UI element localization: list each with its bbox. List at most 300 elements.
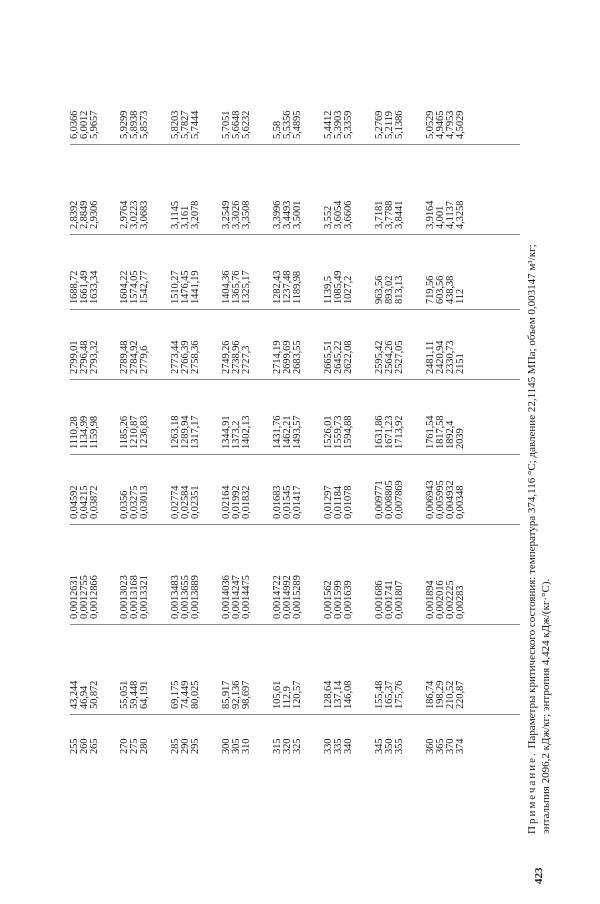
entropy-vapor-column xyxy=(171,59,201,139)
table-cell: 165,37 xyxy=(384,680,395,709)
table-cell: 0,007869 xyxy=(394,480,405,519)
table-cell: 0,0013889 xyxy=(190,575,201,619)
enthalpy-vapor-column xyxy=(171,304,201,374)
note-lead: Примечание. xyxy=(526,751,538,834)
specific-volume-vapor-column xyxy=(375,449,405,519)
table-cell: 146,08 xyxy=(343,680,354,709)
table-cell: 2789,48 xyxy=(119,340,130,374)
table-cell: 5,5356 xyxy=(282,110,293,139)
table-cell: 2793,32 xyxy=(89,340,100,374)
table-cell: 0,0014992 xyxy=(282,575,293,619)
temperature-column xyxy=(222,709,252,754)
table-cell: 5,9657 xyxy=(89,110,100,139)
temperature-column xyxy=(273,709,303,754)
specific-volume-liquid-column xyxy=(273,519,303,619)
enthalpy-vapor-column xyxy=(324,304,354,374)
table-cell: 2758,36 xyxy=(190,340,201,374)
table-cell: 1604,22 xyxy=(119,270,130,304)
table-cell: 1510,27 xyxy=(170,270,181,304)
table-cell: 4,7953 xyxy=(445,110,456,139)
table-cell: 0,0012755 xyxy=(79,575,90,619)
specific-volume-liquid-column xyxy=(120,519,150,619)
table-cell: 3,7788 xyxy=(384,200,395,229)
table-cell: 2420,94 xyxy=(435,340,446,374)
table-cell: 220,87 xyxy=(455,680,466,709)
enthalpy-vapor-column xyxy=(70,304,100,374)
table-cell: 325 xyxy=(292,738,303,754)
table-cell: 0,00283 xyxy=(455,585,466,619)
table-cell: 0,006943 xyxy=(425,480,436,519)
table-cell: 295 xyxy=(190,738,201,754)
entropy-vapor-column xyxy=(70,59,100,139)
table-cell: 5,4895 xyxy=(292,110,303,139)
table-cell: 1139,5 xyxy=(323,276,334,304)
specific-volume-vapor-column xyxy=(273,449,303,519)
pressure-column xyxy=(426,619,466,709)
table-cell: 1373,2 xyxy=(231,420,242,449)
table-cell: 1493,57 xyxy=(292,415,303,449)
table-cell: 5,6648 xyxy=(231,110,242,139)
table-cell: 3,4493 xyxy=(282,200,293,229)
note-line-1: Параметры критического состояния: температура 374,116 °С; давление 22,1145 МПа; объем 0,003147 м³/кг; xyxy=(526,244,538,749)
table-cell: 1892,4 xyxy=(445,420,456,449)
table-cell: 0,04592 xyxy=(69,485,80,519)
row-group xyxy=(324,19,354,754)
table-cell: 1365,76 xyxy=(231,270,242,304)
temperature-column xyxy=(171,709,201,754)
table-cell: 5,8573 xyxy=(139,110,150,139)
table-note xyxy=(525,14,553,834)
heat-of-vaporization-column xyxy=(426,229,466,304)
entropy-vapor-column xyxy=(324,59,354,139)
table-cell: 4,001 xyxy=(435,205,446,229)
table-cell: 2330,73 xyxy=(445,340,456,374)
table-cell: 350 xyxy=(384,738,395,754)
table-cell: 2738,96 xyxy=(231,340,242,374)
table-cell: 603,56 xyxy=(435,275,446,304)
pressure-column xyxy=(222,619,252,709)
table-cell: 2784,92 xyxy=(129,340,140,374)
table-cell: 5,7051 xyxy=(221,110,232,139)
heat-of-vaporization-column xyxy=(120,229,150,304)
table-cell: 74,449 xyxy=(180,680,191,709)
table-cell: 2796,48 xyxy=(79,340,90,374)
table-cell: 1688,72 xyxy=(69,270,80,304)
table-cell: 1526,01 xyxy=(323,415,334,449)
table-cell: 1476,45 xyxy=(180,270,191,304)
enthalpy-liquid-column xyxy=(222,374,252,449)
table-cell: 1402,13 xyxy=(241,415,252,449)
table-cell: 0,001807 xyxy=(394,580,405,619)
table-cell: 46,94 xyxy=(79,685,90,709)
table-cell: 5,3359 xyxy=(343,110,354,139)
table-cell: 0,0014722 xyxy=(272,575,283,619)
enthalpy-vapor-column xyxy=(375,304,405,374)
table-cell: 1159,98 xyxy=(89,415,100,449)
table-cell: 355 xyxy=(394,738,405,754)
heat-of-vaporization-column xyxy=(324,229,354,304)
table-cell: 2,9764 xyxy=(119,200,130,229)
specific-volume-liquid-column xyxy=(375,519,405,619)
specific-volume-liquid-column xyxy=(324,519,354,619)
table-cell: 2699,69 xyxy=(282,340,293,374)
pressure-column xyxy=(375,619,405,709)
entropy-liquid-column xyxy=(273,139,303,229)
enthalpy-liquid-column xyxy=(324,374,354,449)
table-cell: 155,48 xyxy=(374,680,385,709)
table-cell: 3,0683 xyxy=(139,200,150,229)
heat-of-vaporization-column xyxy=(222,229,252,304)
table-cell: 310 xyxy=(241,738,252,754)
table-cell: 0,01545 xyxy=(282,485,293,519)
temperature-column xyxy=(70,709,100,754)
table-cell: 0,02584 xyxy=(180,485,191,519)
table-cell: 5,7444 xyxy=(190,110,201,139)
table-cell: 1633,34 xyxy=(89,270,100,304)
table-cell: 55,051 xyxy=(119,680,130,709)
table-cell: 137,14 xyxy=(333,680,344,709)
table-cell: 1574,05 xyxy=(129,270,140,304)
table-cell: 1189,98 xyxy=(292,270,303,304)
table-cell: 1817,58 xyxy=(435,415,446,449)
table-cell: 1462,21 xyxy=(282,415,293,449)
table-cell: 0,02164 xyxy=(221,485,232,519)
entropy-liquid-column xyxy=(375,139,405,229)
table-cell: 85,917 xyxy=(221,680,232,709)
table-cell: 0,01297 xyxy=(323,485,334,519)
table-cell: 2749,26 xyxy=(221,340,232,374)
table-cell: 2,9306 xyxy=(89,200,100,229)
table-cell: 0,0356 xyxy=(119,490,130,519)
table-cell: 1441,19 xyxy=(190,270,201,304)
table-cell: 43,244 xyxy=(69,680,80,709)
table-cell: 255 xyxy=(69,738,80,754)
specific-volume-vapor-column xyxy=(120,449,150,519)
table-cell: 1431,76 xyxy=(272,415,283,449)
table-cell: 3,3996 xyxy=(272,200,283,229)
table-cell: 1325,17 xyxy=(241,270,252,304)
table-cell: 0,001639 xyxy=(343,580,354,619)
table-cell: 963,56 xyxy=(374,275,385,304)
pressure-column xyxy=(70,619,100,709)
table-cell: 893,02 xyxy=(384,275,395,304)
table-cell: 0,02774 xyxy=(170,485,181,519)
table-cell: 5,2119 xyxy=(384,111,395,139)
table-cell: 370 xyxy=(445,738,456,754)
table-cell: 0,009771 xyxy=(374,480,385,519)
heat-of-vaporization-column xyxy=(171,229,201,304)
table-cell: 1134,99 xyxy=(79,415,90,449)
table-cell: 280 xyxy=(139,738,150,754)
entropy-vapor-column xyxy=(426,59,466,139)
table-cell: 3,161 xyxy=(180,205,191,229)
entropy-liquid-column xyxy=(171,139,201,229)
table-cell: 315 xyxy=(272,738,283,754)
enthalpy-vapor-column xyxy=(273,304,303,374)
enthalpy-liquid-column xyxy=(375,374,405,449)
table-cell: 0,0013483 xyxy=(170,575,181,619)
table-cell: 1594,88 xyxy=(343,415,354,449)
enthalpy-vapor-column xyxy=(426,304,466,374)
entropy-vapor-column xyxy=(222,59,252,139)
table-cell: 105,61 xyxy=(272,680,283,709)
table-cell: 0,01184 xyxy=(333,485,344,519)
table-cell: 2714,19 xyxy=(272,340,283,374)
specific-volume-liquid-column xyxy=(171,519,201,619)
table-cell: 0,0013655 xyxy=(180,575,191,619)
table-cell: 186,74 xyxy=(425,680,436,709)
table-cell: 175,76 xyxy=(394,680,405,709)
table-cell: 2,8849 xyxy=(79,200,90,229)
table-cell: 1085,49 xyxy=(333,270,344,304)
table-cell: 4,9465 xyxy=(435,110,446,139)
table-cell: 1404,36 xyxy=(221,270,232,304)
table-cell: 260 xyxy=(79,738,90,754)
table-cell: 0,001562 xyxy=(323,580,334,619)
table-cell: 0,002016 xyxy=(435,580,446,619)
row-group xyxy=(222,19,252,754)
temperature-column xyxy=(375,709,405,754)
entropy-liquid-column xyxy=(426,139,466,229)
table-cell: 50,872 xyxy=(89,680,100,709)
table-cell: 360 xyxy=(425,738,436,754)
table-cell: 80,025 xyxy=(190,680,201,709)
table-cell: 2799,01 xyxy=(69,340,80,374)
specific-volume-vapor-column xyxy=(324,449,354,519)
row-group xyxy=(120,19,150,754)
pressure-column xyxy=(273,619,303,709)
pressure-column xyxy=(120,619,150,709)
temperature-column xyxy=(426,709,466,754)
table-cell: 1661,49 xyxy=(79,270,90,304)
table-cell: 2683,55 xyxy=(292,340,303,374)
table-cell: 1210,87 xyxy=(129,415,140,449)
table-cell: 98,697 xyxy=(241,680,252,709)
table-cell: 3,6606 xyxy=(343,200,354,229)
table-cell: 0,01832 xyxy=(241,485,252,519)
enthalpy-liquid-column xyxy=(70,374,100,449)
table-cell: 275 xyxy=(129,738,140,754)
table-cell: 0,0014475 xyxy=(241,575,252,619)
table-cell: 1559,73 xyxy=(333,415,344,449)
table-cell: 1185,26 xyxy=(119,415,130,449)
table-cell: 5,9299 xyxy=(119,110,130,139)
table-cell: 330 xyxy=(323,738,334,754)
table-cell: 1631,86 xyxy=(374,415,385,449)
table-cell: 1282,43 xyxy=(272,270,283,304)
table-cell: 0,00348 xyxy=(455,485,466,519)
table-cell: 305 xyxy=(231,738,242,754)
table-cell: 2766,39 xyxy=(180,340,191,374)
table-cell: 340 xyxy=(343,738,354,754)
table-cell: 0,0013023 xyxy=(119,575,130,619)
table-cell: 2151 xyxy=(455,353,466,374)
table-cell: 4,5029 xyxy=(455,110,466,139)
table-cell: 0,0012631 xyxy=(69,575,80,619)
specific-volume-liquid-column xyxy=(426,519,466,619)
table-cell: 3,9164 xyxy=(425,200,436,229)
table-cell: 1761,54 xyxy=(425,415,436,449)
specific-volume-liquid-column xyxy=(70,519,100,619)
table-cell: 1671,23 xyxy=(384,415,395,449)
table-cell: 0,01078 xyxy=(343,485,354,519)
table-cell: 2779,6 xyxy=(139,345,150,374)
table-cell: 4,1137 xyxy=(445,201,456,229)
specific-volume-liquid-column xyxy=(222,519,252,619)
pressure-column xyxy=(171,619,201,709)
enthalpy-liquid-column xyxy=(120,374,150,449)
table-cell: 128,64 xyxy=(323,680,334,709)
table-cell: 1713,92 xyxy=(394,415,405,449)
table-cell: 270 xyxy=(119,738,130,754)
table-cell: 2773,44 xyxy=(170,340,181,374)
table-cell: 112 xyxy=(455,288,466,304)
table-cell: 2564,26 xyxy=(384,340,395,374)
table-cell: 112,9 xyxy=(282,686,293,709)
table-cell: 198,29 xyxy=(435,680,446,709)
table-cell: 0,005995 xyxy=(435,480,446,519)
table-cell: 4,3258 xyxy=(455,200,466,229)
table-cell: 0,03013 xyxy=(139,485,150,519)
heat-of-vaporization-column xyxy=(273,229,303,304)
entropy-vapor-column xyxy=(273,59,303,139)
table-cell: 0,02351 xyxy=(190,485,201,519)
table-cell: 3,7181 xyxy=(374,200,385,229)
table-cell: 0,03872 xyxy=(89,485,100,519)
entropy-liquid-column xyxy=(120,139,150,229)
table-cell: 3,2549 xyxy=(221,200,232,229)
entropy-liquid-column xyxy=(222,139,252,229)
row-group xyxy=(273,19,303,754)
specific-volume-vapor-column xyxy=(426,449,466,519)
steam-table xyxy=(70,19,520,754)
table-cell: 0,001686 xyxy=(374,580,385,619)
table-cell: 374 xyxy=(455,738,466,754)
table-cell: 0,04215 xyxy=(79,485,90,519)
table-cell: 1344,91 xyxy=(221,415,232,449)
table-cell: 1263,18 xyxy=(170,415,181,449)
table-cell: 3,3026 xyxy=(231,200,242,229)
table-cell: 345 xyxy=(374,738,385,754)
table-cell: 1237,48 xyxy=(282,270,293,304)
table-cell: 3,2078 xyxy=(190,200,201,229)
table-cell: 0,03275 xyxy=(129,485,140,519)
enthalpy-liquid-column xyxy=(426,374,466,449)
table-cell: 59,448 xyxy=(129,680,140,709)
table-cell: 0,002225 xyxy=(445,580,456,619)
note-line-2: энтальпия 2096,2 кДж/кг; энтропия 4,424 кДж/(кг·°С). xyxy=(540,578,552,834)
table-cell: 1317,17 xyxy=(190,415,201,449)
table-cell: 5,8938 xyxy=(129,110,140,139)
table-cell: 5,6232 xyxy=(241,110,252,139)
table-cell: 300 xyxy=(221,738,232,754)
table-cell: 0,0014036 xyxy=(221,575,232,619)
specific-volume-vapor-column xyxy=(70,449,100,519)
entropy-vapor-column xyxy=(120,59,150,139)
table-cell: 0,01417 xyxy=(292,485,303,519)
table-cell: 5,4412 xyxy=(323,110,334,139)
table-cell: 5,2769 xyxy=(374,110,385,139)
specific-volume-vapor-column xyxy=(222,449,252,519)
row-group xyxy=(426,19,466,754)
table-cell: 0,001599 xyxy=(333,580,344,619)
table-cell: 2527,05 xyxy=(394,340,405,374)
table-cell: 3,6054 xyxy=(333,200,344,229)
table-cell: 92,136 xyxy=(231,680,242,709)
enthalpy-vapor-column xyxy=(120,304,150,374)
table-cell: 0,01992 xyxy=(231,485,242,519)
table-cell: 0,0013321 xyxy=(139,575,150,619)
table-cell: 438,38 xyxy=(445,275,456,304)
table-cell: 120,57 xyxy=(292,680,303,709)
table-cell: 2039 xyxy=(455,428,466,449)
table-cell: 1542,77 xyxy=(139,270,150,304)
table-cell: 320 xyxy=(282,738,293,754)
table-cell: 1110,28 xyxy=(69,416,80,449)
table-cell: 0,001741 xyxy=(384,580,395,619)
table-cell: 365 xyxy=(435,738,446,754)
table-cell: 0,008805 xyxy=(384,480,395,519)
table-cell: 69,175 xyxy=(170,680,181,709)
table-cell: 1289,94 xyxy=(180,415,191,449)
table-cell: 6,0366 xyxy=(69,110,80,139)
table-cell: 6,0012 xyxy=(79,110,90,139)
table-cell: 3,552 xyxy=(323,205,334,229)
table-cell: 5,0529 xyxy=(425,110,436,139)
table-cell: 335 xyxy=(333,738,344,754)
row-group xyxy=(375,19,405,754)
table-cell: 265 xyxy=(89,738,100,754)
table-cell: 1236,83 xyxy=(139,415,150,449)
table-cell: 1027,2 xyxy=(343,275,354,304)
table-cell: 3,5001 xyxy=(292,200,303,229)
table-cell: 0,0012866 xyxy=(89,575,100,619)
table-cell: 5,3903 xyxy=(333,110,344,139)
heat-of-vaporization-column xyxy=(375,229,405,304)
table-cell: 5,58 xyxy=(272,121,283,139)
table-cell: 210,52 xyxy=(445,680,456,709)
entropy-liquid-column xyxy=(324,139,354,229)
table-cell: 64,191 xyxy=(139,680,150,709)
enthalpy-liquid-column xyxy=(171,374,201,449)
table-cell: 3,8441 xyxy=(394,200,405,229)
table-cell: 0,0015289 xyxy=(292,575,303,619)
table-cell: 0,004932 xyxy=(445,480,456,519)
heat-of-vaporization-column xyxy=(70,229,100,304)
table-cell: 0,0013168 xyxy=(129,575,140,619)
table-cell: 0,001894 xyxy=(425,580,436,619)
table-cell: 2622,08 xyxy=(343,340,354,374)
temperature-column xyxy=(120,709,150,754)
table-cell: 719,56 xyxy=(425,275,436,304)
row-group xyxy=(70,19,100,754)
table-cell: 2665,51 xyxy=(323,340,334,374)
enthalpy-liquid-column xyxy=(273,374,303,449)
table-cell: 5,7827 xyxy=(180,110,191,139)
page-number: 423 xyxy=(533,867,545,884)
table-cell: 5,8203 xyxy=(170,110,181,139)
table-cell: 2727,3 xyxy=(241,345,252,374)
table-cell: 2481,11 xyxy=(425,340,436,374)
table-cell: 2645,22 xyxy=(333,340,344,374)
table-cell: 3,0223 xyxy=(129,200,140,229)
table-cell: 285 xyxy=(170,738,181,754)
table-cell: 0,01683 xyxy=(272,485,283,519)
specific-volume-vapor-column xyxy=(171,449,201,519)
entropy-vapor-column xyxy=(375,59,405,139)
entropy-liquid-column xyxy=(70,139,100,229)
table-cell: 0,0014247 xyxy=(231,575,242,619)
